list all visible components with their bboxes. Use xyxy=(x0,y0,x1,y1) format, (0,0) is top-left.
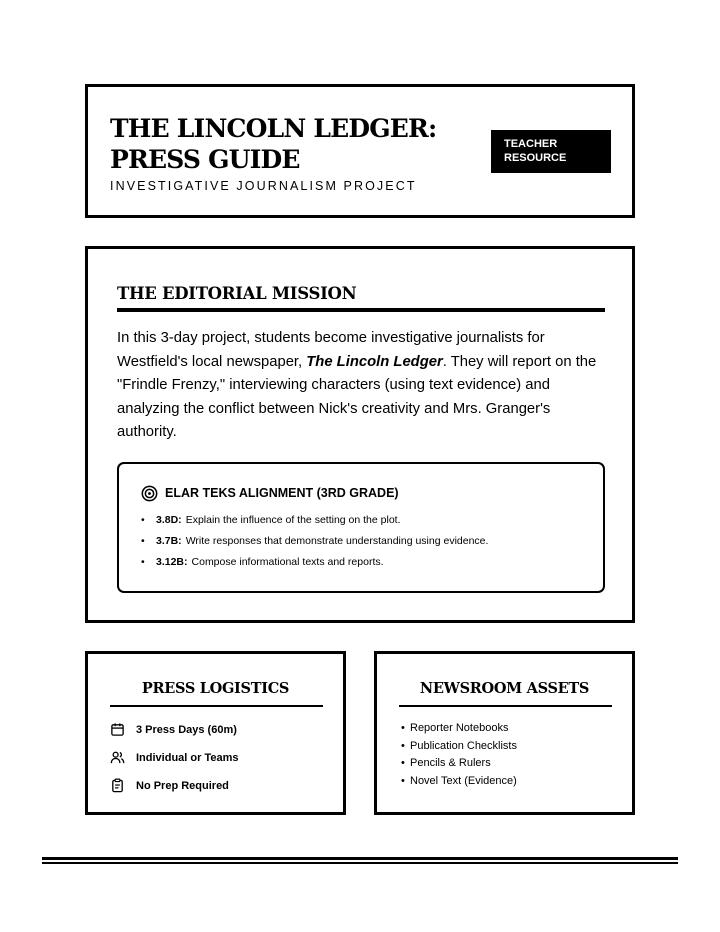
logistics-text: 3 Press Days (60m) xyxy=(136,723,237,736)
logistics-text: No Prep Required xyxy=(136,779,229,792)
list-item: • 3.12B: Compose informational texts and reports. xyxy=(141,555,488,576)
mission-text xyxy=(117,327,612,445)
asset-text: Pencils & Rulers xyxy=(410,757,491,769)
assets-divider xyxy=(399,705,612,707)
logistics-title: PRESS LOGISTICS xyxy=(141,680,290,697)
teks-text: Write responses that demonstrate understanding using evidence. xyxy=(185,535,489,547)
editorial-mission-panel xyxy=(85,246,635,623)
page-title: THE LINCOLN LEDGER: PRESS GUIDE xyxy=(110,114,437,174)
list-item: • 3.7B: Write responses that demonstrate understanding using evidence. xyxy=(141,534,488,555)
logistics-item-prep xyxy=(110,778,229,793)
teks-code: 3.7B: xyxy=(156,535,182,547)
footer-rule-bottom xyxy=(42,862,678,864)
logistics-item-teams xyxy=(110,750,239,765)
teks-alignment-box xyxy=(117,462,605,593)
teks-code: 3.8D: xyxy=(156,514,182,526)
users-icon xyxy=(110,750,125,765)
assets-title: NEWSROOM ASSETS xyxy=(419,680,590,697)
clipboard-icon xyxy=(110,778,125,793)
footer-rule-top xyxy=(42,857,678,860)
asset-text: Publication Checklists xyxy=(410,739,517,752)
asset-text: Reporter Notebooks xyxy=(410,722,509,734)
logistics-text: Individual or Teams xyxy=(136,751,239,764)
target-icon xyxy=(141,485,158,502)
logistics-divider xyxy=(110,705,323,707)
mission-text-before: In this 3-day project, students become investigative journalists for Westfield's local newspaper, xyxy=(117,330,545,370)
header-panel xyxy=(85,84,635,218)
newspaper-name: The Lincoln Ledger xyxy=(306,353,443,370)
mission-title: THE EDITORIAL MISSION xyxy=(117,284,357,303)
mission-divider xyxy=(117,308,605,312)
teks-title: ELAR TEKS ALIGNMENT (3RD GRADE) xyxy=(165,486,399,500)
list-item: • Publication Checklists xyxy=(401,740,517,758)
logistics-item-days xyxy=(110,722,237,737)
asset-text: Novel Text (Evidence) xyxy=(410,774,517,787)
list-item: • Reporter Notebooks xyxy=(401,722,517,740)
badge-label: TEACHER RESOURCE xyxy=(504,138,567,164)
list-item: • Pencils & Rulers xyxy=(401,757,517,775)
newsroom-assets-panel xyxy=(374,651,635,815)
press-logistics-panel xyxy=(85,651,346,815)
teks-text: Explain the influence of the setting on the plot. xyxy=(185,514,401,526)
teacher-resource-badge xyxy=(491,130,611,173)
list-item: • Novel Text (Evidence) xyxy=(401,775,517,793)
calendar-icon xyxy=(110,722,125,737)
teks-list xyxy=(141,513,488,576)
teks-text: Compose informational texts and reports. xyxy=(191,556,384,568)
page-subtitle: INVESTIGATIVE JOURNALISM PROJECT xyxy=(110,179,417,193)
mission-text-after: . They will report on the "Frindle Frenzy," interviewing characters (using text evidence) and analyzing the conflict between Nick's creativity and Mrs. Granger's authority. xyxy=(117,353,597,440)
assets-list xyxy=(401,722,517,792)
list-item: • 3.8D: Explain the influence of the setting on the plot. xyxy=(141,513,488,534)
teks-code: 3.12B: xyxy=(156,556,188,568)
